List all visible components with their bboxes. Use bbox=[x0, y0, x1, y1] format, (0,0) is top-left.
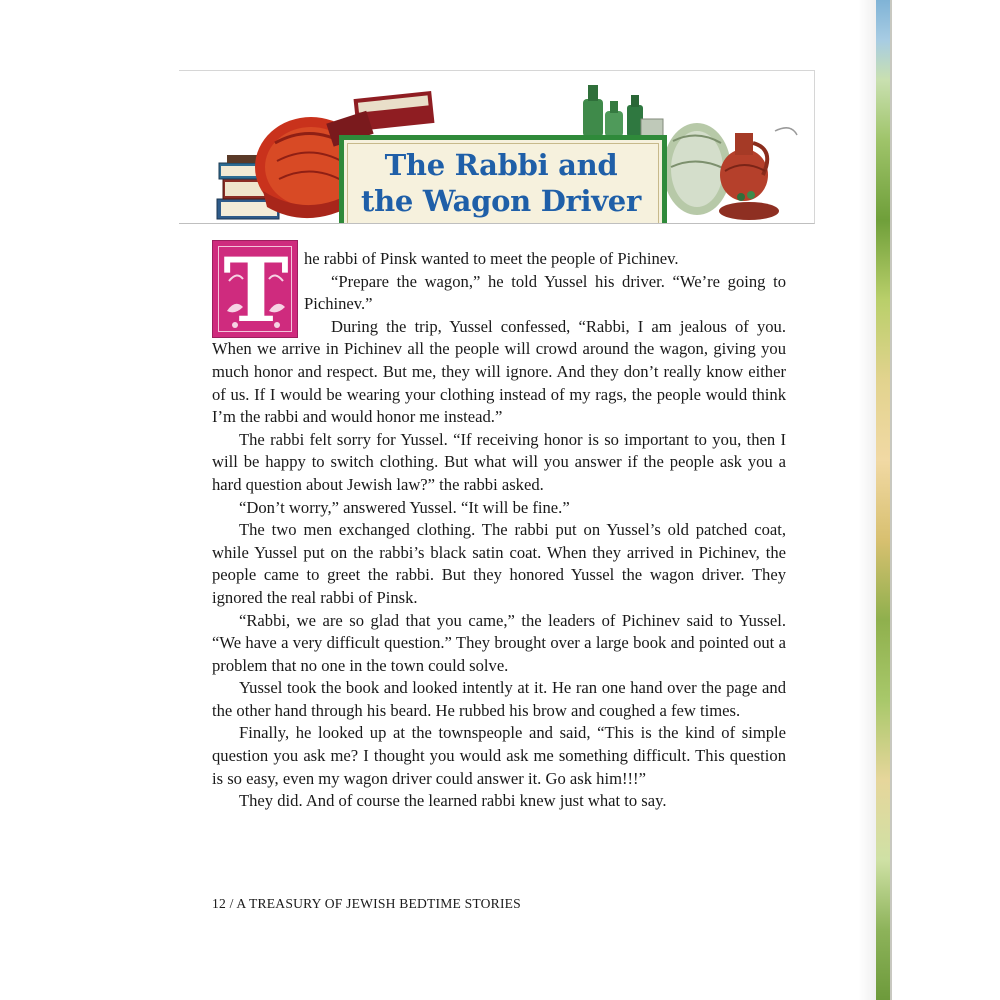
page-title bbox=[353, 147, 649, 219]
facing-page-illustration bbox=[876, 0, 890, 1000]
bottles-icon bbox=[583, 85, 663, 137]
paragraph-3: During the trip, Yussel confessed, “Rabbi, I am jealous of you. When we arrive in Pichinev all the people will crowd around the wagon, giving you much honor and respect. But me, they will ignore. And they don’t really know either of us. If I would be wearing your clothing instead of my rags, the people would think I’m the rabbi and would honor me instead.” bbox=[212, 316, 786, 427]
pitcher-icon bbox=[719, 128, 797, 220]
title-line-2: the Wagon Driver bbox=[361, 184, 641, 218]
drop-cap-spacer bbox=[212, 248, 304, 338]
page-footer: 12 / A TREASURY OF JEWISH BEDTIME STORIES bbox=[212, 896, 521, 911]
paragraph-9: Finally, he looked up at the townspeople and said, “This is the kind of simple question you ask me? I thought you would ask me something difficult. This question is so easy, even my wagon driver could answer it. Go ask him!!!” bbox=[212, 723, 786, 788]
drop-cap-letter: T bbox=[223, 238, 289, 342]
paragraph-8: Yussel took the book and looked intently at it. He ran one hand over the page and the other hand through his beard. He rubbed his brow and coughed a few times. bbox=[212, 678, 786, 720]
title-line-1: The Rabbi and bbox=[384, 148, 618, 182]
paragraph-1: he rabbi of Pinsk wanted to meet the people of Pichinev. bbox=[304, 249, 679, 268]
story-text bbox=[212, 248, 786, 813]
facing-page-edge bbox=[876, 0, 1000, 1000]
paragraph-10: They did. And of course the learned rabbi knew just what to say. bbox=[239, 791, 667, 811]
paragraph-2: “Prepare the wagon,” he told Yussel his driver. “We’re going to Pichinev.” bbox=[304, 271, 786, 314]
paragraph-4: The rabbi felt sorry for Yussel. “If receiving honor is so important to you, then I will be happy to switch clothing. But what will you answer if the people ask you a hard question about Jewish law?” the rabbi asked. bbox=[212, 429, 786, 494]
paragraph-7: “Rabbi, we are so glad that you came,” the leaders of Pichinev said to Yussel. “We have a very difficult question.” They brought over a large book and pointed out a problem that no one in the town could solve. bbox=[212, 610, 786, 675]
paragraph-5: “Don’t worry,” answered Yussel. “It will be fine.” bbox=[239, 497, 570, 517]
paragraph-6: The two men exchanged clothing. The rabbi put on Yussel’s old patched coat, while Yussel put on the rabbi’s black satin coat. When they arrived in Pichinev, the people came to greet the rabbi. But they honored Yussel the wagon driver. They ignored the real rabbi of Pinsk. bbox=[212, 520, 786, 607]
chapter-header bbox=[179, 70, 815, 224]
page-gutter-line bbox=[890, 0, 892, 1000]
page-shadow bbox=[858, 0, 876, 1000]
